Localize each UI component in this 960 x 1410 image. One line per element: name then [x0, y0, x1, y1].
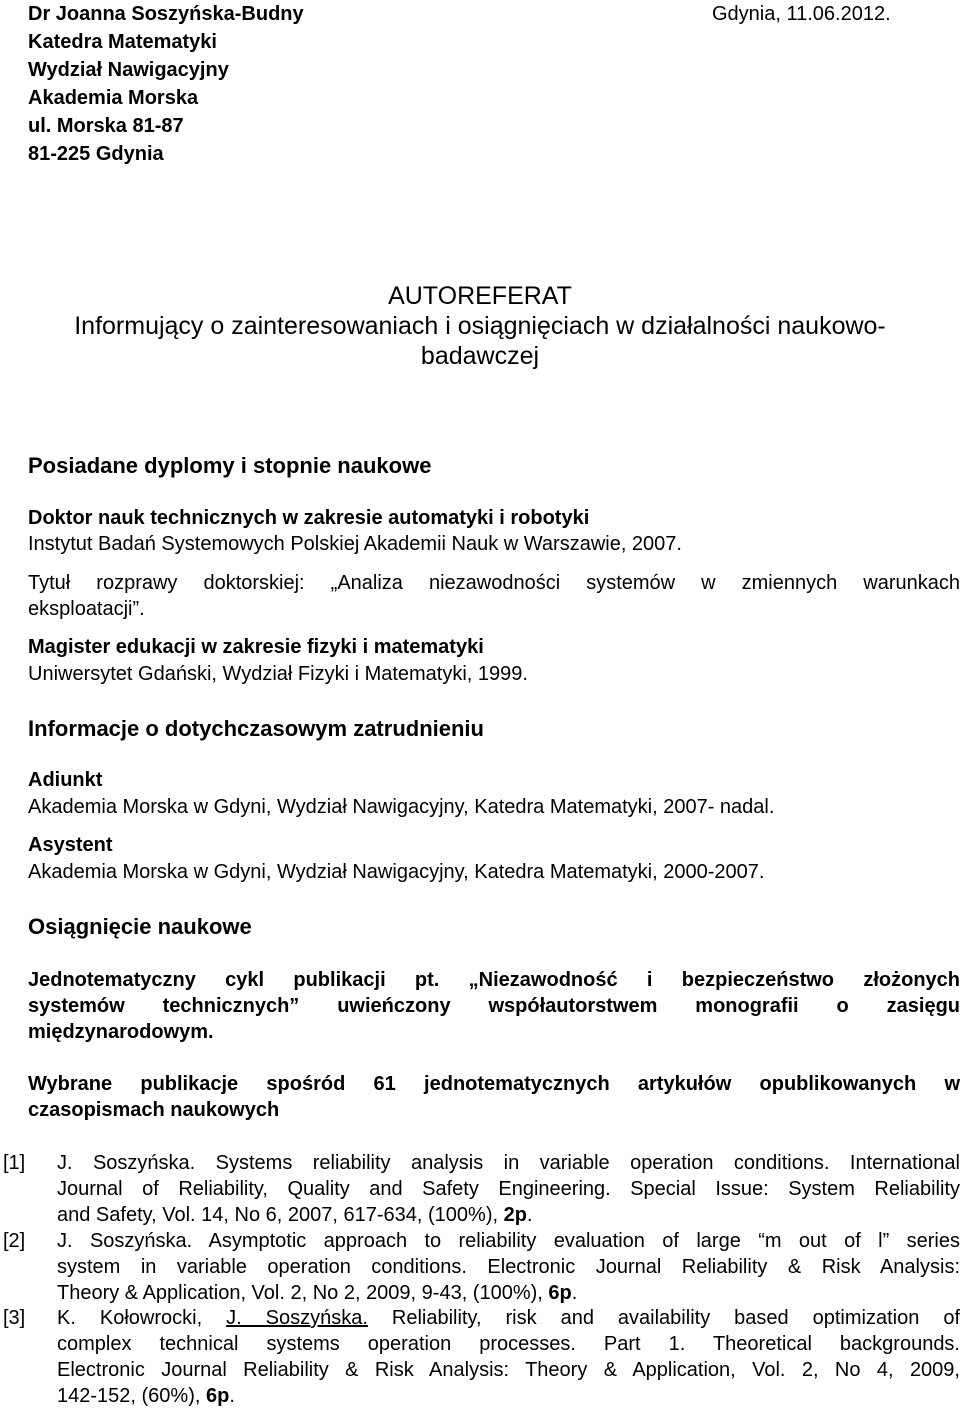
achievement-line-3: międzynarodowym.	[28, 1021, 214, 1043]
selected-line-1: Wybrane publikacje spośród 61 jednotematycznych artykułów opublikowanych w	[28, 1073, 960, 1095]
street-line: ul. Morska 81-87	[28, 115, 184, 137]
master-place: Uniwersytet Gdański, Wydział Fizyki i Matematyki, 1999.	[28, 663, 528, 685]
reference-item	[57, 1150, 960, 1228]
master-title: Magister edukacji w zakresie fizyki i matematyki	[28, 636, 484, 658]
page-title: AUTOREFERAT	[388, 282, 572, 310]
achievement-text	[28, 967, 960, 1045]
selected-publications-heading	[28, 1071, 960, 1123]
thesis-line-1: Tytuł rozprawy doktorskiej: „Analiza niezawodności systemów w zmiennych warunkach	[28, 572, 960, 594]
reference-end: .	[571, 1282, 578, 1304]
achievement-line-2: systemów technicznych” uwieńczony współautorstwem monografii o zasięgu	[28, 995, 960, 1017]
subtitle-line-2: badawczej	[420, 342, 540, 370]
achievement-line-1: Jednotematyczny cykl publikacji pt. „Niezawodność i bezpieczeństwo złożonych	[28, 969, 960, 991]
reference-line: J. Soszyńska. Asymptotic approach to reliability evaluation of large “m out of l” series	[57, 1230, 960, 1252]
reference-line: 142-152, (60%),	[57, 1385, 206, 1407]
achievement-heading: Osiągnięcie naukowe	[28, 914, 252, 939]
date-line: Gdynia, 11.06.2012.	[712, 3, 891, 25]
city-line: 81-225 Gdynia	[28, 143, 164, 165]
reference-end: .	[229, 1385, 235, 1407]
reference-end: .	[526, 1204, 533, 1226]
adjunct-title: Adiunkt	[28, 769, 103, 791]
reference-item	[57, 1305, 960, 1409]
author-name: Dr Joanna Soszyńska-Budny	[28, 3, 304, 25]
doctor-place: Instytut Badań Systemowych Polskiej Akademii Nauk w Warszawie, 2007.	[28, 533, 682, 555]
reference-number: [1]	[3, 1152, 26, 1174]
reference-line-last	[57, 1202, 960, 1228]
reference-pages: 6p	[205, 1385, 230, 1407]
department-line: Katedra Matematyki	[28, 31, 217, 53]
reference-line-first	[57, 1305, 960, 1331]
subtitle-line-1: Informujący o zainteresowaniach i osiągnięciach w działalności naukowo-	[74, 312, 886, 340]
reference-line: Journal of Reliability, Quality and Safety Engineering. Special Issue: System Reliability	[57, 1178, 960, 1200]
reference-line-last	[57, 1383, 960, 1409]
author-header	[28, 0, 304, 168]
adjunct-place: Akademia Morska w Gdyni, Wydział Nawigacyjny, Katedra Matematyki, 2007- nadal.	[28, 796, 775, 818]
reference-authors-underlined: J. Soszyńska.	[226, 1307, 368, 1329]
reference-pages: 6p	[548, 1282, 572, 1304]
title-block	[0, 281, 960, 371]
reference-line: J. Soszyńska. Systems reliability analysis in variable operation conditions. International	[57, 1152, 960, 1174]
diplomas-heading: Posiadane dyplomy i stopnie naukowe	[28, 453, 432, 478]
selected-line-2: czasopismach naukowych	[28, 1099, 280, 1121]
reference-line: Electronic Journal Reliability & Risk Analysis: Theory & Application, Vol. 2, No 4, 2009,	[57, 1359, 960, 1381]
university-line: Akademia Morska	[28, 87, 199, 109]
reference-number: [3]	[3, 1307, 26, 1329]
reference-line: Reliability, risk and availability based optimization of	[367, 1307, 960, 1329]
reference-authors: K. Kołowrocki,	[57, 1307, 227, 1329]
reference-item	[57, 1228, 960, 1306]
reference-line: complex technical systems operation processes. Part 1. Theoretical backgrounds.	[57, 1333, 960, 1355]
employment-heading: Informacje o dotychczasowym zatrudnieniu	[28, 716, 484, 741]
reference-pages: 2p	[503, 1204, 527, 1226]
assistant-title: Asystent	[28, 834, 113, 856]
thesis-title	[28, 570, 960, 622]
reference-line: and Safety, Vol. 14, No 6, 2007, 617-634, (100%),	[57, 1204, 504, 1226]
reference-number: [2]	[3, 1230, 26, 1252]
reference-line: system in variable operation conditions. Electronic Journal Reliability & Risk Analysis:	[57, 1256, 960, 1278]
thesis-line-2: eksploatacji”.	[28, 598, 145, 620]
reference-line: Theory & Application, Vol. 2, No 2, 2009, 9-43, (100%),	[57, 1282, 549, 1304]
reference-line-last	[57, 1280, 960, 1306]
doctor-title: Doktor nauk technicznych w zakresie automatyki i robotyki	[28, 507, 590, 529]
faculty-line: Wydział Nawigacyjny	[28, 59, 229, 81]
assistant-place: Akademia Morska w Gdyni, Wydział Nawigacyjny, Katedra Matematyki, 2000-2007.	[28, 861, 765, 883]
